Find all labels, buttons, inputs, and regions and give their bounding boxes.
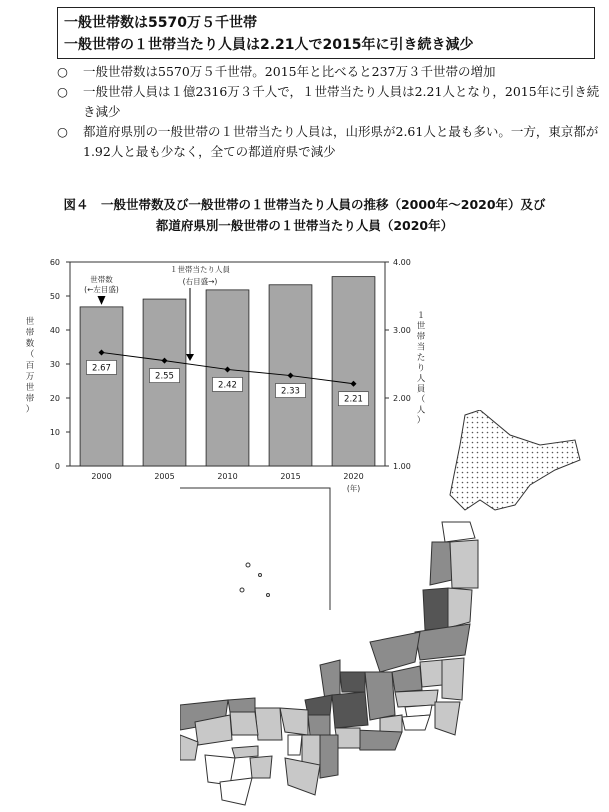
bar-households [80,307,123,466]
prefecture-yamagata [423,588,448,630]
prefecture-kochi [220,778,252,805]
right-tick-label: 1.00 [393,462,411,471]
annotation-arrow-persons-head [186,354,194,361]
prefecture-aomori [442,522,475,542]
y-axis-title-right-char: ） [416,416,426,426]
right-tick-label: 4.00 [393,258,411,267]
prefecture-iwate [450,540,478,588]
x-tick-label: 2005 [154,472,175,481]
prefecture-gifu [332,692,368,728]
y-axis-title-left-char: ） [25,405,35,415]
prefecture-nara [302,735,320,765]
y-axis-title-right-char: 世 [416,321,426,332]
okinawa-inset-frame [180,488,330,610]
right-tick-label: 2.00 [393,394,411,403]
prefecture-hyogo [255,708,282,740]
bullet-text: 一般世帯人員は１億2316万３千人で，１世帯当たり人員は2.21人となり，2015年に引き続き減少 [83,84,600,119]
prefecture-chiba [435,702,460,735]
data-label: 2.42 [218,380,237,391]
summary-bullets [57,62,602,162]
right-tick-label: 3.00 [393,326,411,335]
data-label: 2.55 [155,371,174,382]
y-axis-title-left-char: 世 [25,317,35,327]
y-axis-title-left-char: 世 [25,383,35,393]
y-axis-title-right-char: た [416,353,426,363]
prefecture-tochigi [420,660,442,687]
y-axis-title-left-char: 数 [25,339,35,349]
left-tick-label: 40 [49,326,60,335]
prefecture-gunma [392,666,422,692]
prefecture-mie [320,735,338,778]
prefecture-aichi [335,728,360,748]
prefecture-akita [430,542,452,585]
bullet-3 [57,122,602,162]
bullet-mark: ○ [57,84,68,99]
x-tick-label: 2020 [343,472,364,481]
left-tick-label: 0 [54,462,60,471]
prefecture-niigata [370,632,420,672]
okinawa-islands [240,563,270,597]
prefecture-nagano [365,672,395,720]
data-label: 2.21 [344,394,363,405]
left-tick-label: 20 [49,394,60,403]
y-axis-title-left-char: 帯 [25,328,35,338]
annotation-households-1: 世帯数 [90,275,113,284]
prefecture-shizuoka [355,730,402,750]
bullet-2 [57,82,602,122]
y-axis-title-left-char: 万 [25,372,35,382]
prefecture-wakayama [285,758,320,795]
y-axis-title-right-char: 員 [416,384,426,395]
prefecture-fukushima [415,624,470,660]
figure-title-line-1: 図４ 一般世帯数及び一般世帯の１世帯当たり人員の推移（2000年～2020年）及び [63,197,546,212]
x-axis-unit: (年) [346,484,361,493]
annotation-households-2: (←左目盛) [84,285,119,294]
y-axis-title-left-char: （ [25,350,35,360]
prefecture-tokushima [250,756,272,778]
figure-title-line-2: 都道府県別一般世帯の１世帯当たり人員（2020年） [155,218,454,233]
annotation-arrow-households [98,296,106,305]
y-axis-title-right-char: １ [416,311,426,321]
bullet-mark: ○ [57,124,68,139]
prefecture-okayama [230,712,258,735]
headline-line-1: 一般世帯数は5570万５千世帯 [64,15,257,31]
bullet-text: 一般世帯数は5570万５千世帯。2015年と比べると237万３千世帯の増加 [83,64,496,79]
annotation-persons-2: (右目盛→) [182,277,218,286]
prefecture-hokkaido [450,410,580,510]
prefecture-shiga [308,715,330,735]
x-tick-label: 2000 [91,472,112,481]
prefecture-fukui [305,695,332,715]
bullet-mark: ○ [57,64,68,79]
prefecture-kyoto [280,708,308,735]
y-axis-title-left-char: 百 [25,361,35,371]
y-axis-title-right-char: 帯 [416,332,426,342]
y-axis-title-left-char: 帯 [25,394,35,404]
prefecture-miyagi [448,588,472,628]
prefecture-ishikawa [320,660,340,700]
y-axis-title-right-char: 当 [416,342,426,353]
prefecture-yamaguchi [180,735,198,760]
japan-prefecture-map [180,410,609,812]
data-label: 2.33 [281,386,300,397]
bullet-1 [57,62,602,82]
prefecture-toyama [340,672,365,692]
y-axis-title-right-char: 人 [416,374,426,384]
prefecture-kagawa [232,746,258,758]
prefecture-osaka [288,735,302,755]
headline-box [57,7,595,59]
annotation-persons-1: １世帯当たり人員 [170,265,230,274]
prefecture-kanagawa [402,715,430,730]
prefecture-tottori [228,698,255,712]
headline-line-2: 一般世帯の１世帯当たり人員は2.21人で2015年に引き続き減少 [64,37,474,53]
data-label: 2.67 [92,363,111,374]
y-axis-title-right-char: （ [416,395,426,405]
y-axis-title-right-char: り [416,363,426,374]
bullet-text: 都道府県別の一般世帯の１世帯当たり人員は，山形県が2.61人と最も多い。一方，東京都が1.92人と最も少なく，全ての都道府県で減少 [83,124,599,159]
left-tick-label: 60 [49,258,60,267]
prefecture-ibaraki [442,658,464,700]
x-tick-label: 2010 [217,472,238,481]
left-tick-label: 30 [49,360,60,369]
left-tick-label: 50 [49,292,60,301]
prefecture-saitama [395,690,438,707]
left-tick-label: 10 [49,428,60,437]
y-axis-title-right-char: 人 [416,405,426,416]
x-tick-label: 2015 [280,472,301,481]
